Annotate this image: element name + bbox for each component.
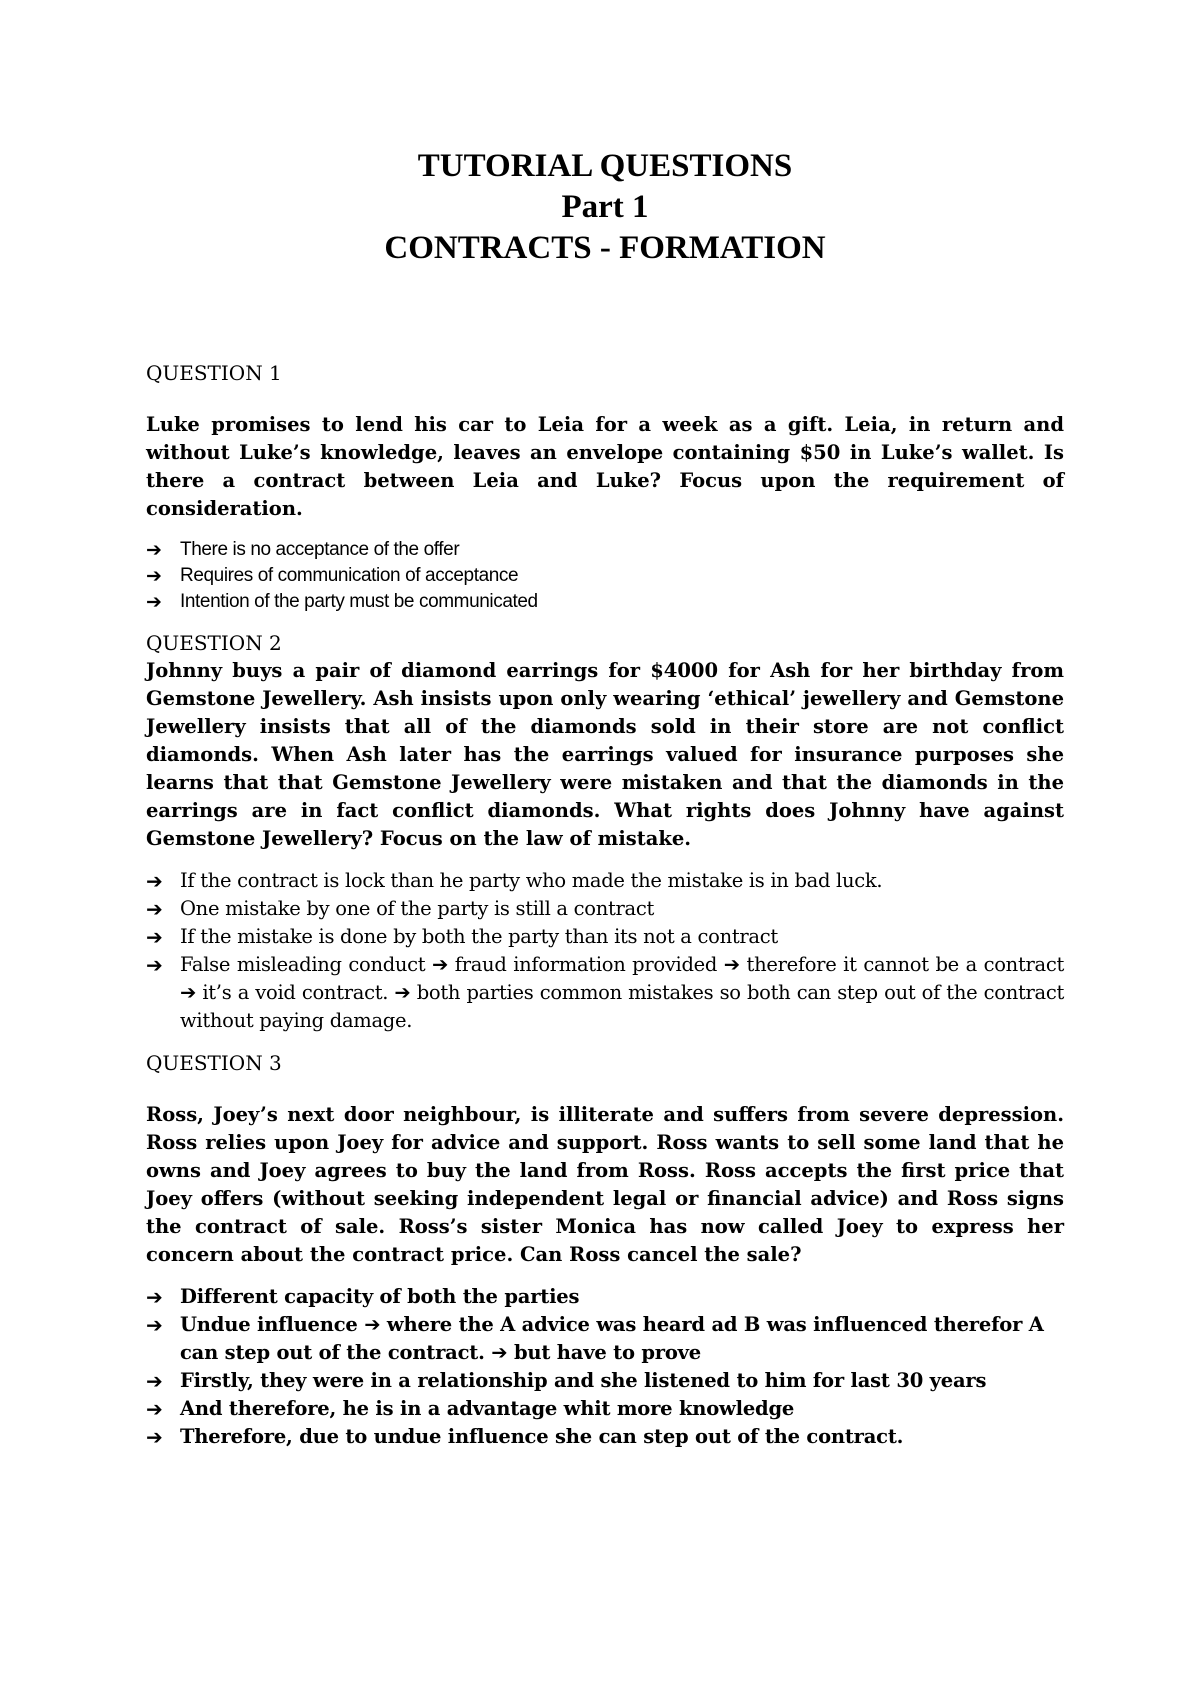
answer-text: Requires of communication of acceptance: [180, 565, 519, 586]
answer-text-part: where the A advice was heard ad B was influenced therefor A can step out of the contract.: [180, 1313, 1044, 1364]
question-2: [146, 629, 1064, 1035]
answer-text-part: both parties common mistakes so both can step out of the contract without paying damage.: [180, 981, 1064, 1032]
title-line-2: Part 1: [561, 189, 649, 225]
question-1: [146, 359, 1064, 615]
arrow-icon: ➔: [146, 1397, 163, 1421]
answer-item: [146, 951, 1064, 1035]
arrow-icon: ➔: [180, 981, 197, 1004]
arrow-icon: ➔: [146, 539, 162, 561]
answer-text-part: False misleading conduct: [180, 953, 433, 976]
answer-item: [146, 867, 1064, 895]
answer-text: Intention of the party must be communicated: [180, 591, 538, 612]
document-page: [146, 146, 1064, 1451]
answer-text: Therefore, due to undue influence she can step out of the contract.: [180, 1425, 904, 1448]
question-2-body: Johnny buys a pair of diamond earrings for $4000 for Ash for her birthday from Gemstone Jewellery. Ash insists upon only wearing ‘ethical’ jewellery and Gemstone Jewellery insists that all of the diamonds sold in their store are not conflict diamonds. When Ash later has the earrings valued for insurance purposes she learns that that Gemstone Jewellery were mistaken and that the diamonds in the earrings are in fact conflict diamonds. What rights does Johnny have against Gemstone Jewellery? Focus on the law of mistake.: [146, 659, 1064, 850]
arrow-icon: ➔: [146, 1425, 163, 1449]
question-3-body: Ross, Joey’s next door neighbour, is illiterate and suffers from severe depression. Ross relies upon Joey for advice and support. Ross wants to sell some land that he owns and Joey agrees to buy the land from Ross. Ross accepts the first price that Joey offers (without seeking independent legal or financial advice) and Ross signs the contract of sale. Ross’s sister Monica has now called Joey to express her concern about the contract price. Can Ross cancel the sale?: [146, 1103, 1064, 1266]
arrow-icon: ➔: [146, 1285, 163, 1309]
answer-item: [146, 1423, 1064, 1451]
document-title: [146, 146, 1064, 269]
arrow-icon: ➔: [394, 981, 411, 1004]
answer-item: [146, 923, 1064, 951]
answer-item: [146, 1395, 1064, 1423]
question-2-heading: QUESTION 2: [146, 631, 282, 655]
answer-text: If the mistake is done by both the party than its not a contract: [180, 925, 778, 948]
arrow-icon: ➔: [146, 565, 162, 587]
answer-text-part: Undue influence: [180, 1313, 365, 1336]
answer-item: [146, 895, 1064, 923]
answer-text-part: it’s a void contract.: [196, 981, 395, 1004]
answer-item: [146, 589, 1064, 615]
arrow-icon: ➔: [491, 1341, 508, 1364]
answer-text-part: fraud information provided: [448, 953, 724, 976]
answer-text: One mistake by one of the party is still a contract: [180, 897, 655, 920]
arrow-icon: ➔: [146, 897, 163, 921]
arrow-icon: ➔: [146, 925, 163, 949]
answer-item: [146, 1367, 1064, 1395]
question-3-heading: QUESTION 3: [146, 1051, 282, 1075]
arrow-icon: ➔: [146, 869, 163, 893]
arrow-icon: ➔: [432, 953, 449, 976]
arrow-icon: ➔: [146, 591, 162, 613]
arrow-icon: ➔: [723, 953, 740, 976]
arrow-icon: ➔: [364, 1313, 381, 1336]
question-1-heading: QUESTION 1: [146, 361, 282, 385]
answer-text: Firstly, they were in a relationship and she listened to him for last 30 years: [180, 1369, 987, 1392]
answer-item: [146, 563, 1064, 589]
question-3: [146, 1049, 1064, 1451]
title-line-3: CONTRACTS - FORMATION: [384, 230, 826, 266]
question-1-answers: [146, 537, 1064, 615]
answer-text: If the contract is lock than he party who made the mistake is in bad luck.: [180, 869, 883, 892]
answer-text: Different capacity of both the parties: [180, 1285, 580, 1308]
answer-text: There is no acceptance of the offer: [180, 539, 460, 560]
answer-text: And therefore, he is in a advantage whit more knowledge: [180, 1397, 795, 1420]
question-1-body: Luke promises to lend his car to Leia for a week as a gift. Leia, in return and without Luke’s knowledge, leaves an envelope containing $50 in Luke’s wallet. Is there a contract between Leia and Luke? Focus upon the requirement of consideration.: [146, 413, 1064, 520]
answer-item: [146, 537, 1064, 563]
title-line-1: TUTORIAL QUESTIONS: [417, 148, 793, 184]
answer-text-part: therefore it cannot be a contract: [739, 953, 1064, 976]
answer-item: [146, 1283, 1064, 1311]
question-3-answers: [146, 1283, 1064, 1451]
arrow-icon: ➔: [146, 1313, 163, 1337]
answer-item: [146, 1311, 1064, 1367]
question-2-answers: [146, 867, 1064, 1035]
arrow-icon: ➔: [146, 953, 163, 977]
answer-text-part: but have to prove: [507, 1341, 701, 1364]
arrow-icon: ➔: [146, 1369, 163, 1393]
